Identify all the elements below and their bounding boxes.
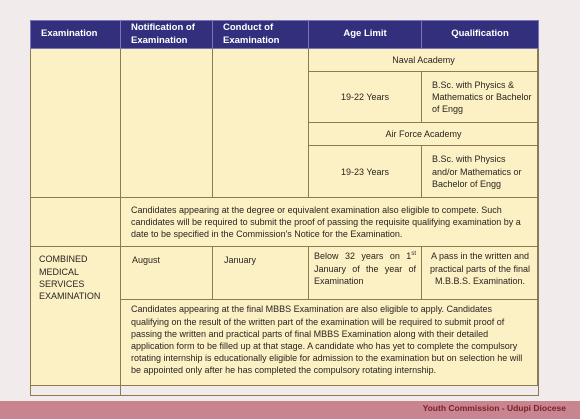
table-row [31,49,539,72]
table-row [31,247,539,300]
cms-age-superscript: st [411,251,416,258]
air-force-qualification: B.Sc. with Physics and/or Mathematics or Bachelor of Engg [422,146,539,198]
note1-spacer [31,198,121,247]
examination-table [30,20,539,396]
naval-qualification: B.Sc. with Physics & Mathematics or Bachelor of Engg [422,71,539,123]
header-examination: Examination [31,21,121,49]
table-row [31,198,539,247]
cms-age-text-rest: January of the year of Examination [314,263,416,286]
footer-text: Youth Commission - Udupi Diocese [422,403,566,413]
header-row [31,21,539,49]
notification-cell-blank [121,49,213,198]
naval-age-limit: 19-22 Years [309,71,422,123]
cms-conduct-cell [213,247,309,300]
cms-notification: August [132,255,161,266]
air-force-age-limit: 19-23 Years [309,146,422,198]
cms-qualification: A pass in the written and practical parts of the final M.B.B.S. Examination. [422,247,539,300]
air-force-academy-heading: Air Force Academy [309,123,539,146]
header-age-limit: Age Limit [309,21,422,49]
exam-cell-blank [31,49,121,198]
header-notification: Notification of Examination [121,21,213,49]
naval-academy-heading: Naval Academy [309,49,539,72]
cms-notification-cell [121,247,213,300]
header-qualification: Qualification [422,21,539,49]
cms-exam-name-cell [31,247,121,396]
cms-age-limit [309,247,422,300]
degree-note: Candidates appearing at the degree or equivalent examination also eligible to compete. Such candidates will be required to submit the proof of passing the requisite qualifying examination by a date to be specified in the Commission's Notice for the Examination. [121,198,539,247]
mbbs-note: Candidates appearing at the final MBBS Examination are also eligible to apply. Candidates qualifying on the result of the written part of the examination will be required to submit proof of passing the written and practical parts of final MBBS Examination along with their detailed application form to be filled up at that stage. A candidate who has yet to complete the compulsory rotating internship is educationally eligible for admission to the examination but on selection he will be appointed only after he has completed the compulsory rotating internship. [121,300,539,396]
header-conduct: Conduct of Examination [213,21,309,49]
cms-conduct: January [224,255,257,266]
cms-exam-name: COMBINED MEDICAL SERVICES EXAMINATION [39,254,101,301]
cms-age-text: Below 32 years on 1 [314,251,412,262]
conduct-cell-blank [213,49,309,198]
